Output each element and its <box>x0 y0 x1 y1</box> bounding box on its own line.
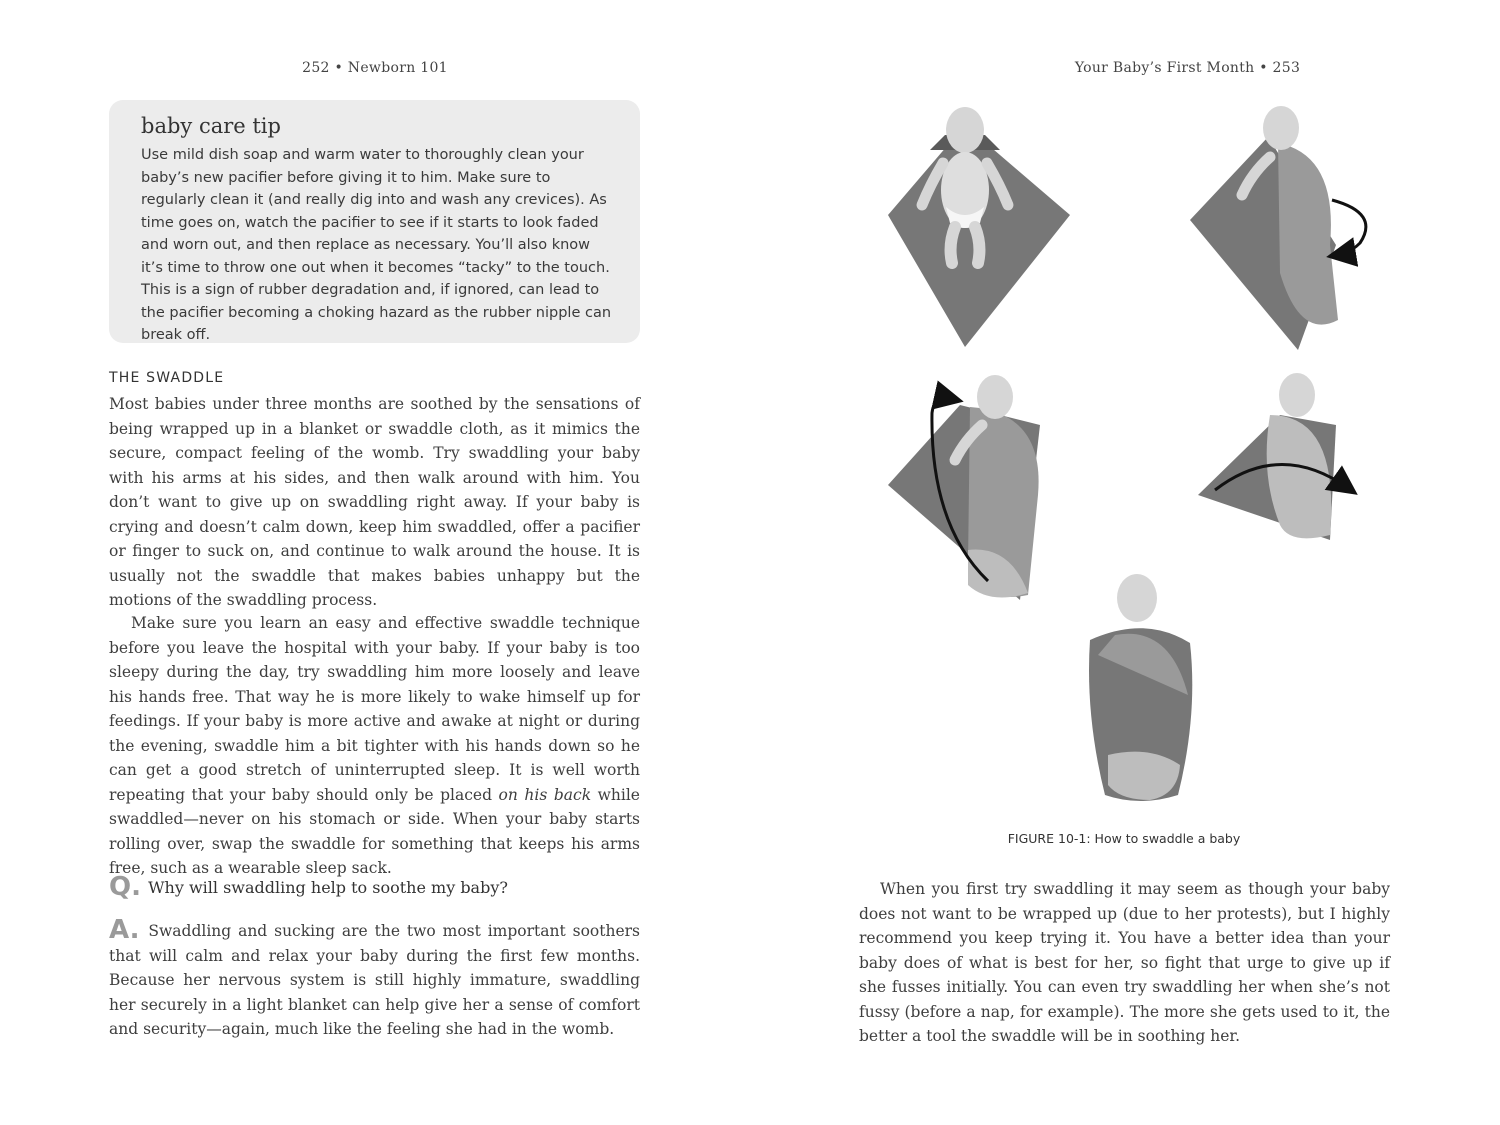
para2-emphasis: on his back <box>498 785 592 804</box>
step-5-illustration <box>1089 574 1192 801</box>
baby-care-tip-box <box>109 100 640 343</box>
swaddle-paragraph-1: Most babies under three months are soothed by the sensations of being wrapped up in a blanket or swaddle cloth, as it mimics the secure, compact feeling of the womb. Try swaddling your baby with his arms at his sides, and then walk around with him. You don’t want to give up on swaddling right away. If your baby is crying and doesn’t calm down, keep him swaddled, offer a pacifier or finger to suck on, and continue to walk around the house. It is usually not the swaddle that makes babies unhappy but the motions of the swaddling process. <box>109 395 640 609</box>
step-1-illustration <box>888 107 1070 347</box>
tip-title: baby care tip <box>141 114 281 138</box>
qa-question <box>109 872 649 902</box>
step2-arrow <box>1332 200 1366 255</box>
right-page-paragraph: When you first try swaddling it may seem as though your baby does not want to be wrapped up (due to her protests), but I highly recommend you keep trying it. You have a better idea than your baby does of what is best for her, so fight that urge to give up if she fusses initially. You can even try swaddling her when she’s not fussy (before a nap, for example). The more she gets used to it, the better a tool the swaddle will be in soothing her. <box>859 880 1390 1045</box>
step4-baby-head <box>1279 373 1315 417</box>
step5-baby-head <box>1117 574 1157 622</box>
step1-baby-leg-left <box>951 227 955 263</box>
swaddle-figure <box>860 95 1400 815</box>
figure-caption: FIGURE 10-1: How to swaddle a baby <box>1007 831 1241 846</box>
qa-answer <box>109 915 640 1042</box>
para2-end: while swaddled—never on his stomach or side. When your baby starts rolling over, swap the swaddle for something that keeps his arms free, such as a wearable sleep sack. <box>109 785 640 877</box>
running-head-right: Your Baby’s First Month • 253 <box>1074 60 1301 76</box>
answer-text: Swaddling and sucking are the two most important soothers that will calm and relax your baby during the first few months. Because her nervous system is still highly immature, swaddling her securely in a light blanket can help give her a sense of comfort and security—again, much like the feeling she had in the womb. <box>109 922 640 1038</box>
step2-baby-head <box>1263 106 1299 150</box>
question-text: Why will swaddling help to soothe my baby? <box>148 878 508 897</box>
step1-baby-head <box>946 107 984 153</box>
step1-baby-leg-right <box>975 227 979 263</box>
para2-start: Make sure you learn an easy and effective swaddle technique before you leave the hospital with your baby. If your baby is too sleepy during the day, try swaddling him more loosely and leave his hands free. That way he is more likely to wake himself up for feedings. If your baby is more active and awake at night or during the evening, swaddle him a bit tighter with his hands down so he can get a good stretch of uninterrupted sleep. It is well worth repeating that your baby should only be placed <box>109 614 640 804</box>
step-3-illustration <box>888 375 1040 600</box>
swaddle-paragraph-2 <box>109 611 640 881</box>
step-4-illustration <box>1198 373 1348 540</box>
question-letter: Q. <box>109 872 141 902</box>
step-2-illustration <box>1190 106 1366 350</box>
step3-baby-head <box>977 375 1013 419</box>
running-head-left: 252 • Newborn 101 <box>302 60 448 76</box>
answer-letter: A. <box>109 915 140 945</box>
tip-body: Use mild dish soap and warm water to thoroughly clean your baby’s new pacifier before giving it to him. Make sure to regularly clean it (and really dig into and wash any crevices). As time goes on, watch the pacifier to see if it starts to look faded and worn out, and then replace as necessary. You’ll also know it’s time to throw one out when it becomes “tacky” to the touch. This is a sign of rubber degradation and, if ignored, can lead to the pacifier becoming a choking hazard as the rubber nipple can break off. <box>141 147 612 343</box>
section-heading: THE SWADDLE <box>109 370 225 386</box>
